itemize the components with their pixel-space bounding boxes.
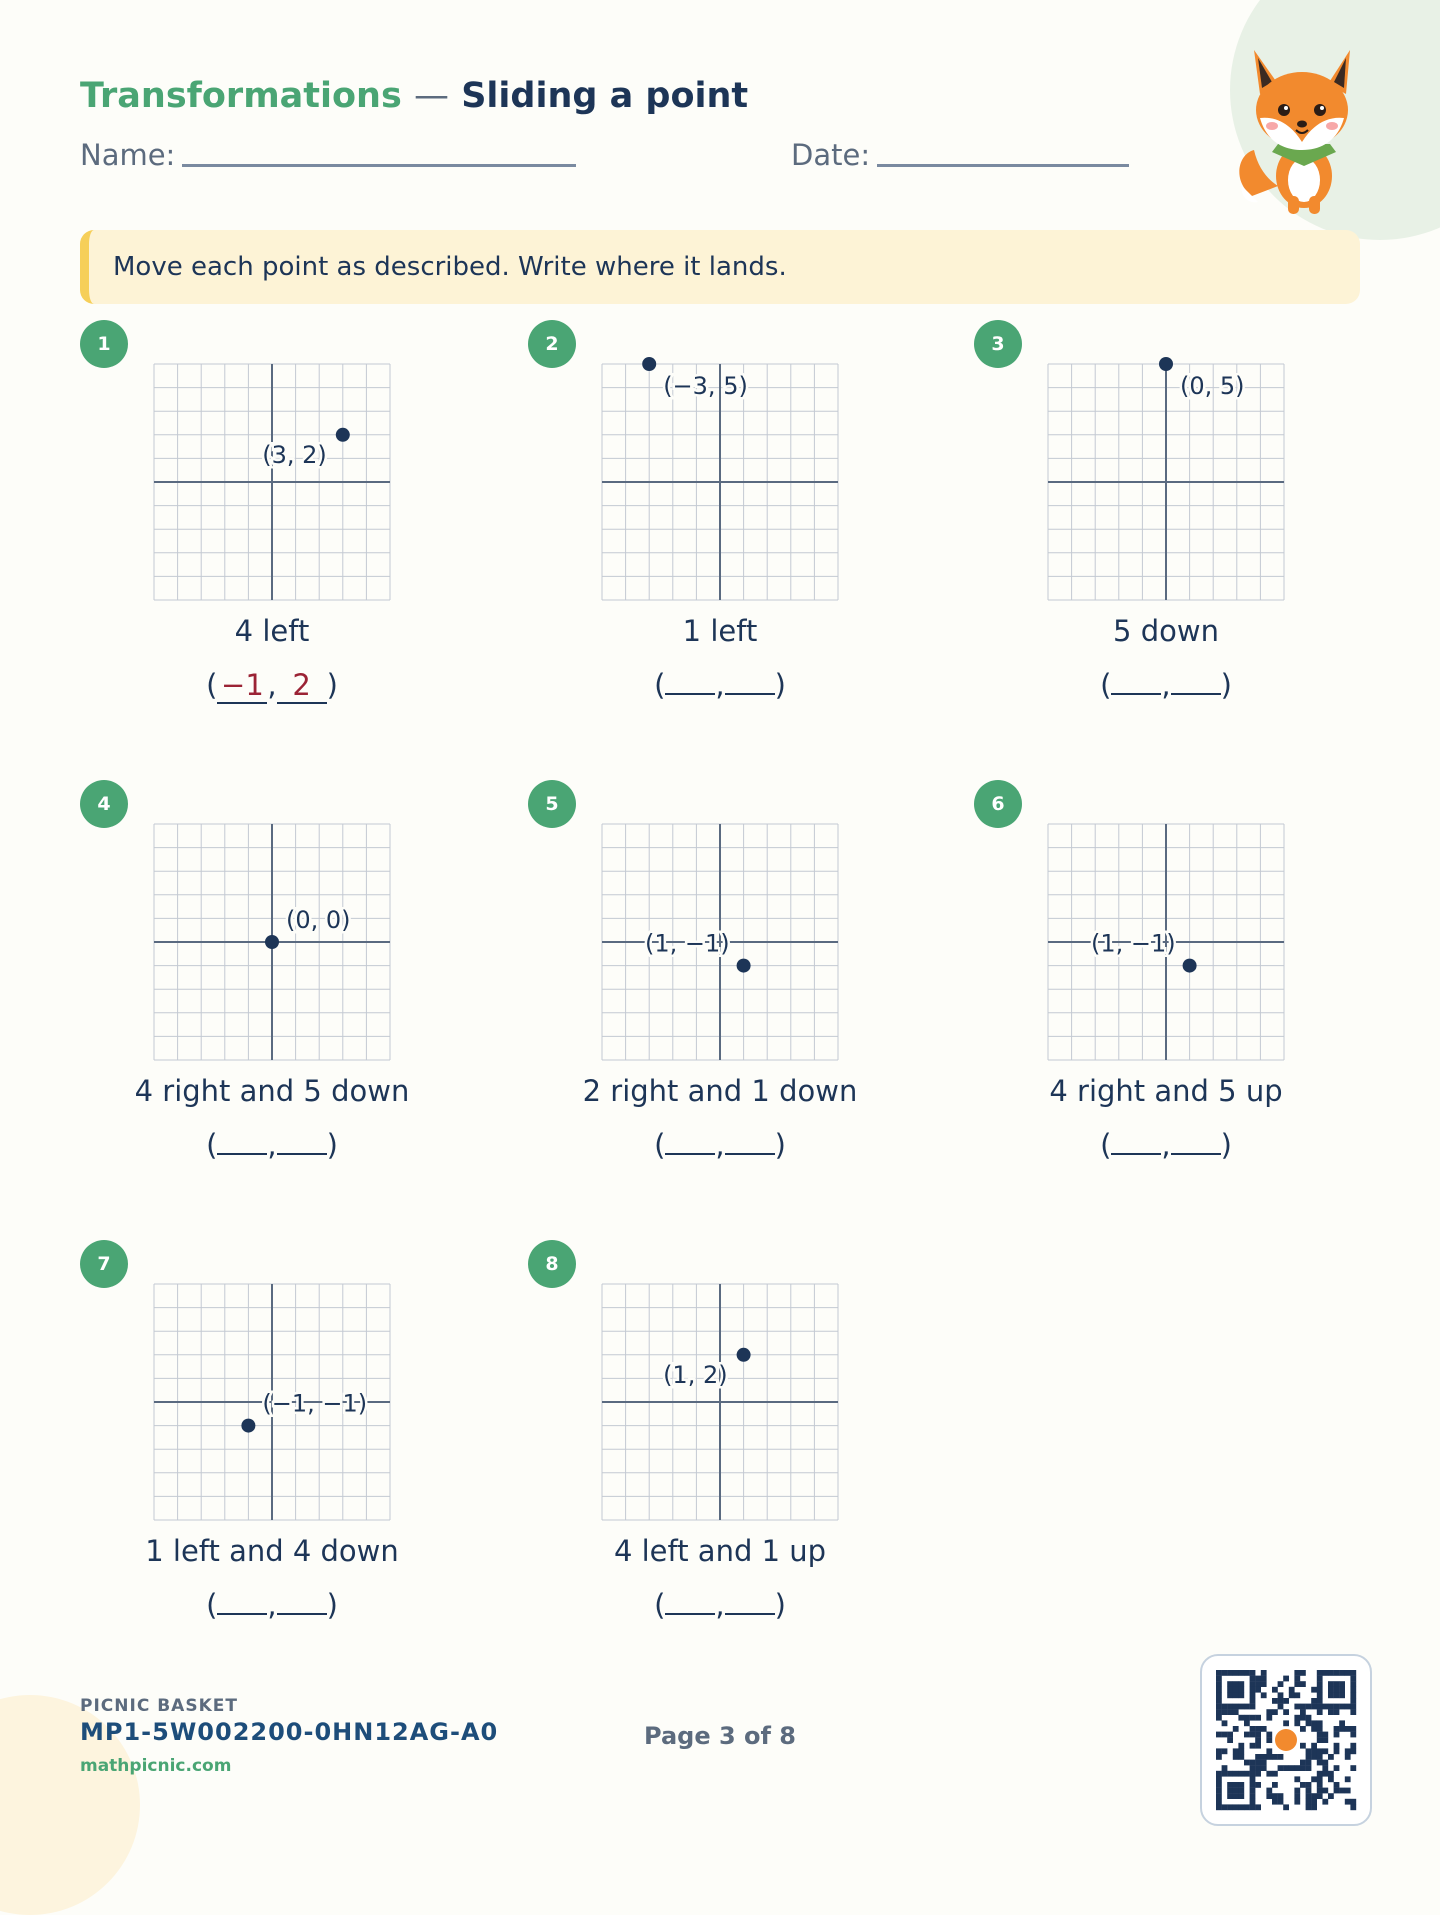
name-label: Name:	[80, 138, 176, 172]
point-label: (1, 2)	[663, 1360, 728, 1389]
move-instruction: 1 left	[682, 614, 758, 648]
plotted-point	[1159, 357, 1173, 371]
paren-open: (	[654, 1128, 666, 1162]
answer-x-blank[interactable]	[665, 1589, 715, 1615]
answer-pair	[966, 1128, 1366, 1162]
answer-y-blank[interactable]	[725, 669, 775, 695]
answer-y-blank[interactable]	[277, 1589, 327, 1615]
page-number: Page 3 of 8	[644, 1722, 796, 1750]
paren-open: (	[206, 1588, 218, 1622]
problem-number-badge: 8	[528, 1240, 576, 1288]
point-label: (−1, −1)	[262, 1389, 368, 1418]
problem-number-badge: 5	[528, 780, 576, 828]
answer-x-blank[interactable]	[217, 1129, 267, 1155]
move-instruction: 4 left	[234, 614, 310, 648]
title-separator: —	[414, 76, 449, 116]
paren-close: )	[774, 1128, 786, 1162]
point-label: (0, 0)	[286, 906, 351, 934]
title-topic: Transformations	[80, 76, 402, 116]
comma: ,	[715, 1588, 725, 1622]
answer-y-blank[interactable]	[725, 1589, 775, 1615]
website-link[interactable]: mathpicnic.com	[80, 1756, 232, 1776]
comma: ,	[1161, 1128, 1171, 1162]
problem-number-badge: 3	[974, 320, 1022, 368]
coordinate-grid[interactable]	[1048, 364, 1284, 600]
paren-close: )	[326, 668, 338, 702]
point-label: (3, 2)	[262, 440, 327, 469]
paren-close: )	[774, 668, 786, 702]
point-label: (0, 5)	[1180, 372, 1245, 400]
qr-code[interactable]	[1200, 1654, 1372, 1826]
point-label: (−3, 5)	[663, 372, 748, 400]
fox-mascot-icon	[1238, 46, 1368, 216]
comma: ,	[715, 668, 725, 702]
coordinate-grid[interactable]	[602, 364, 838, 600]
coordinate-grid[interactable]	[154, 1284, 390, 1520]
move-instruction: 1 left and 4 down	[145, 1534, 399, 1568]
qr-code-icon	[1202, 1656, 1370, 1824]
plotted-point	[737, 959, 751, 973]
comma: ,	[267, 1588, 277, 1622]
paren-open: (	[654, 668, 666, 702]
comma: ,	[267, 668, 277, 702]
paren-open: (	[206, 668, 218, 702]
paren-open: (	[654, 1588, 666, 1622]
answer-pair	[72, 1588, 472, 1622]
answer-pair	[72, 1128, 472, 1162]
paren-open: (	[1100, 668, 1112, 702]
problem-number-badge: 1	[80, 320, 128, 368]
paren-close: )	[326, 1588, 338, 1622]
move-instruction: 5 down	[1113, 614, 1219, 648]
answer-pair	[520, 1128, 920, 1162]
paren-close: )	[774, 1588, 786, 1622]
brand-name: PICNIC BASKET	[80, 1696, 238, 1716]
point-label: (1, −1)	[644, 929, 730, 958]
move-instruction: 2 right and 1 down	[582, 1074, 858, 1108]
coordinate-grid[interactable]	[154, 364, 390, 600]
move-instruction: 4 right and 5 up	[1049, 1074, 1283, 1108]
plotted-point	[642, 357, 656, 371]
coordinate-grid[interactable]	[602, 1284, 838, 1520]
answer-x-blank[interactable]	[665, 1129, 715, 1155]
answer-x-blank[interactable]	[217, 1589, 267, 1615]
coordinate-grid[interactable]	[602, 824, 838, 1060]
name-field[interactable]	[182, 164, 576, 167]
paren-open: (	[1100, 1128, 1112, 1162]
date-label: Date:	[791, 138, 871, 172]
problem-number-badge: 2	[528, 320, 576, 368]
title-subtitle: Sliding a point	[461, 76, 749, 116]
coordinate-grid[interactable]	[1048, 824, 1284, 1060]
paren-close: )	[326, 1128, 338, 1162]
basket-logo-icon	[1275, 1729, 1297, 1751]
instruction-banner	[80, 230, 1360, 304]
paren-close: )	[1220, 1128, 1232, 1162]
answer-y-blank[interactable]: 2	[277, 668, 327, 704]
answer-pair	[72, 668, 472, 704]
answer-x-blank[interactable]	[665, 669, 715, 695]
problem-number-badge: 4	[80, 780, 128, 828]
answer-y-blank[interactable]	[1171, 1129, 1221, 1155]
problem-number-badge: 7	[80, 1240, 128, 1288]
answer-x-blank[interactable]	[1111, 669, 1161, 695]
answer-pair	[966, 668, 1366, 702]
comma: ,	[715, 1128, 725, 1162]
plotted-point	[336, 428, 350, 442]
plotted-point	[737, 1348, 751, 1362]
paren-open: (	[206, 1128, 218, 1162]
answer-x-blank[interactable]	[1111, 1129, 1161, 1155]
answer-y-blank[interactable]	[725, 1129, 775, 1155]
answer-y-blank[interactable]	[277, 1129, 327, 1155]
comma: ,	[267, 1128, 277, 1162]
comma: ,	[1161, 668, 1171, 702]
move-instruction: 4 right and 5 down	[134, 1074, 410, 1108]
page-title	[80, 76, 748, 116]
point-label: (1, −1)	[1090, 929, 1176, 958]
plotted-point	[1183, 959, 1197, 973]
date-field[interactable]	[877, 164, 1129, 167]
coordinate-grid[interactable]	[154, 824, 390, 1060]
move-instruction: 4 left and 1 up	[613, 1534, 827, 1568]
answer-y-blank[interactable]	[1171, 669, 1221, 695]
answer-pair	[520, 1588, 920, 1622]
plotted-point	[241, 1419, 255, 1433]
worksheet-code: MP1-5W002200-0HN12AG-A0	[80, 1718, 499, 1746]
answer-x-blank[interactable]: −1	[217, 668, 267, 704]
instruction-text: Move each point as described. Write where it lands.	[113, 252, 787, 282]
problem-number-badge: 6	[974, 780, 1022, 828]
answer-pair	[520, 668, 920, 702]
paren-close: )	[1220, 668, 1232, 702]
plotted-point	[265, 935, 279, 949]
